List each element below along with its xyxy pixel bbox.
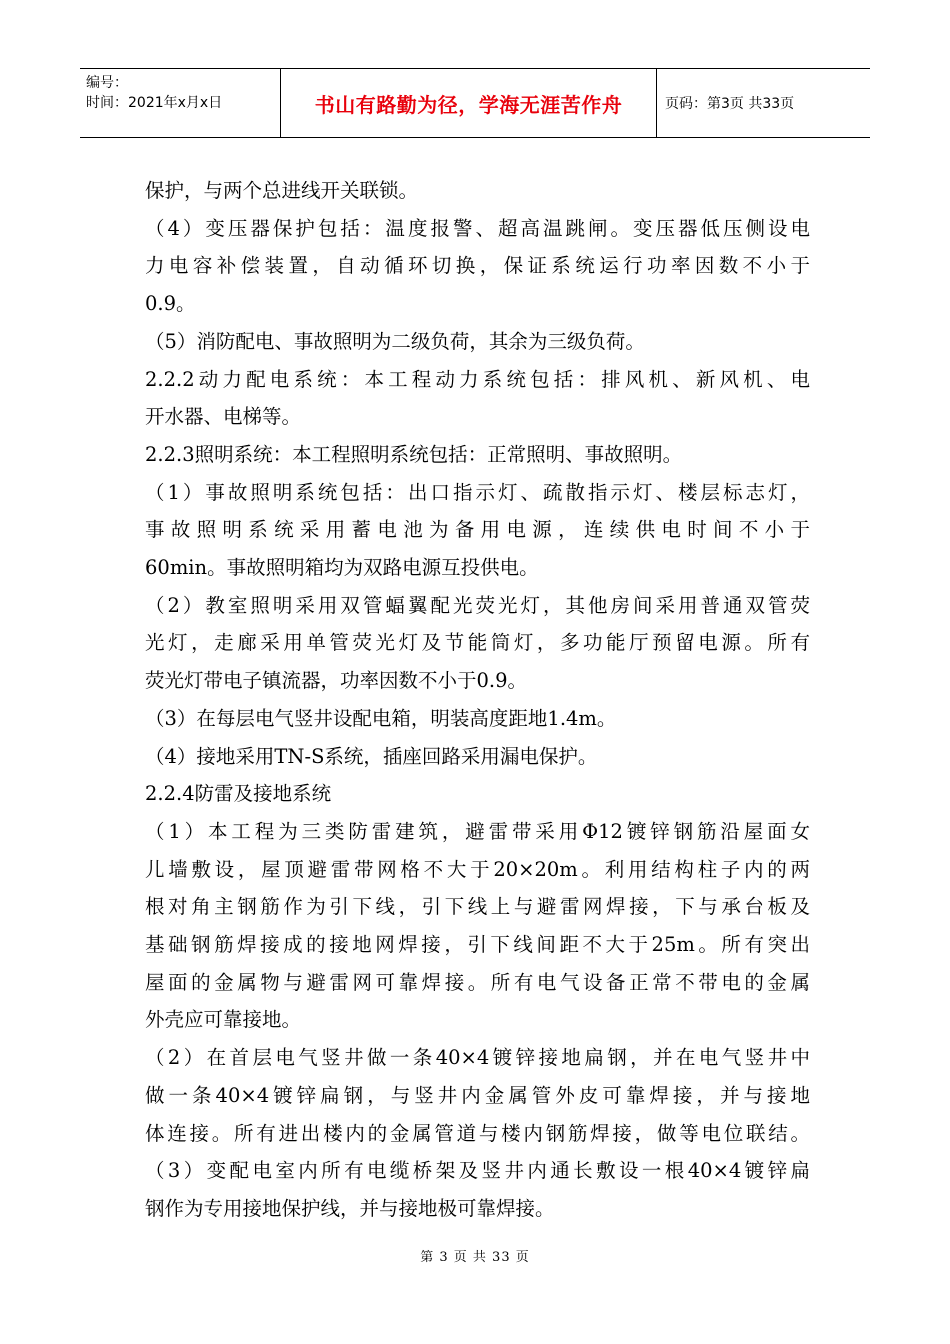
text-line: （4）变压器保护包括：温度报警、超高温跳闸。变压器低压侧设电 bbox=[145, 216, 810, 240]
text-line: （5）消防配电、事故照明为二级负荷，其余为三级负荷。 bbox=[145, 329, 645, 353]
text-line: 钢作为专用接地保护线，并与接地极可靠焊接。 bbox=[145, 1196, 555, 1220]
text-line: 做一条40×4镀锌扁钢，与竖井内金属管外皮可靠焊接，并与接地 bbox=[145, 1083, 810, 1107]
text-line: 光灯，走廊采用单管荧光灯及节能筒灯，多功能厅预留电源。所有 bbox=[145, 631, 810, 655]
header-motto: 书山有路勤为径，学海无涯苦作舟 bbox=[281, 69, 657, 137]
text-line: 0.9。 bbox=[145, 292, 196, 316]
text-line: （3）在每层电气竖井设配电箱，明装高度距地1.4m。 bbox=[145, 706, 617, 730]
text-line: 儿墙敷设，屋顶避雷带网格不大于20×20m。利用结构柱子内的两 bbox=[145, 857, 810, 881]
page-footer: 第 3 页 共 33 页 bbox=[420, 1250, 530, 1265]
text-line: （2）在首层电气竖井做一条40×4镀锌接地扁钢，并在电气竖井中 bbox=[145, 1046, 810, 1070]
text-line: 60min。事故照明箱均为双路电源互投供电。 bbox=[145, 556, 539, 580]
text-line: 屋面的金属物与避雷网可靠焊接。所有电气设备正常不带电的金属 bbox=[145, 970, 810, 994]
header-meta bbox=[80, 69, 281, 137]
text-line: （1）本工程为三类防雷建筑，避雷带采用Φ12镀锌钢筋沿屋面女 bbox=[145, 819, 810, 843]
text-line: （3）变配电室内所有电缆桥架及竖井内通长敷设一根40×4镀锌扁 bbox=[145, 1159, 810, 1183]
text-line: 根对角主钢筋作为引下线，引下线上与避雷网焊接，下与承台板及 bbox=[145, 895, 810, 919]
text-line: 体连接。所有进出楼内的金属管道与楼内钢筋焊接，做等电位联结。 bbox=[145, 1121, 810, 1145]
page-header bbox=[80, 68, 870, 138]
doc-time: 时间：2021年x月x日 bbox=[86, 95, 223, 111]
section-heading: 2.2.4防雷及接地系统 bbox=[145, 782, 332, 806]
text-line: 事故照明系统采用蓄电池为备用电源，连续供电时间不小于 bbox=[145, 518, 810, 542]
text-line: 保护，与两个总进线开关联锁。 bbox=[145, 179, 419, 202]
document-body bbox=[145, 172, 810, 1228]
text-line: （2）教室照明采用双管蝠翼配光荧光灯，其他房间采用普通双管荧 bbox=[145, 593, 810, 617]
text-line: 基础钢筋焊接成的接地网焊接，引下线间距不大于25m。所有突出 bbox=[145, 933, 810, 957]
text-line: 2.2.3照明系统：本工程照明系统包括：正常照明、事故照明。 bbox=[145, 442, 683, 466]
text-line: 力电容补偿装置，自动循环切换，保证系统运行功率因数不小于 bbox=[145, 254, 810, 278]
text-line: 2.2.2动力配电系统：本工程动力系统包括：排风机、新风机、电 bbox=[145, 367, 810, 391]
doc-number: 编号： bbox=[86, 75, 128, 91]
text-line: 外壳应可靠接地。 bbox=[145, 1008, 302, 1032]
text-line: 荧光灯带电子镇流器，功率因数不小于0.9。 bbox=[145, 669, 528, 693]
header-page-info: 页码：第3页 共33页 bbox=[665, 96, 795, 112]
text-line: 开水器、电梯等。 bbox=[145, 405, 302, 429]
text-line: （1）事故照明系统包括：出口指示灯、疏散指示灯、楼层标志灯， bbox=[145, 480, 810, 504]
text-line: （4）接地采用TN-S系统，插座回路采用漏电保护。 bbox=[145, 744, 598, 768]
